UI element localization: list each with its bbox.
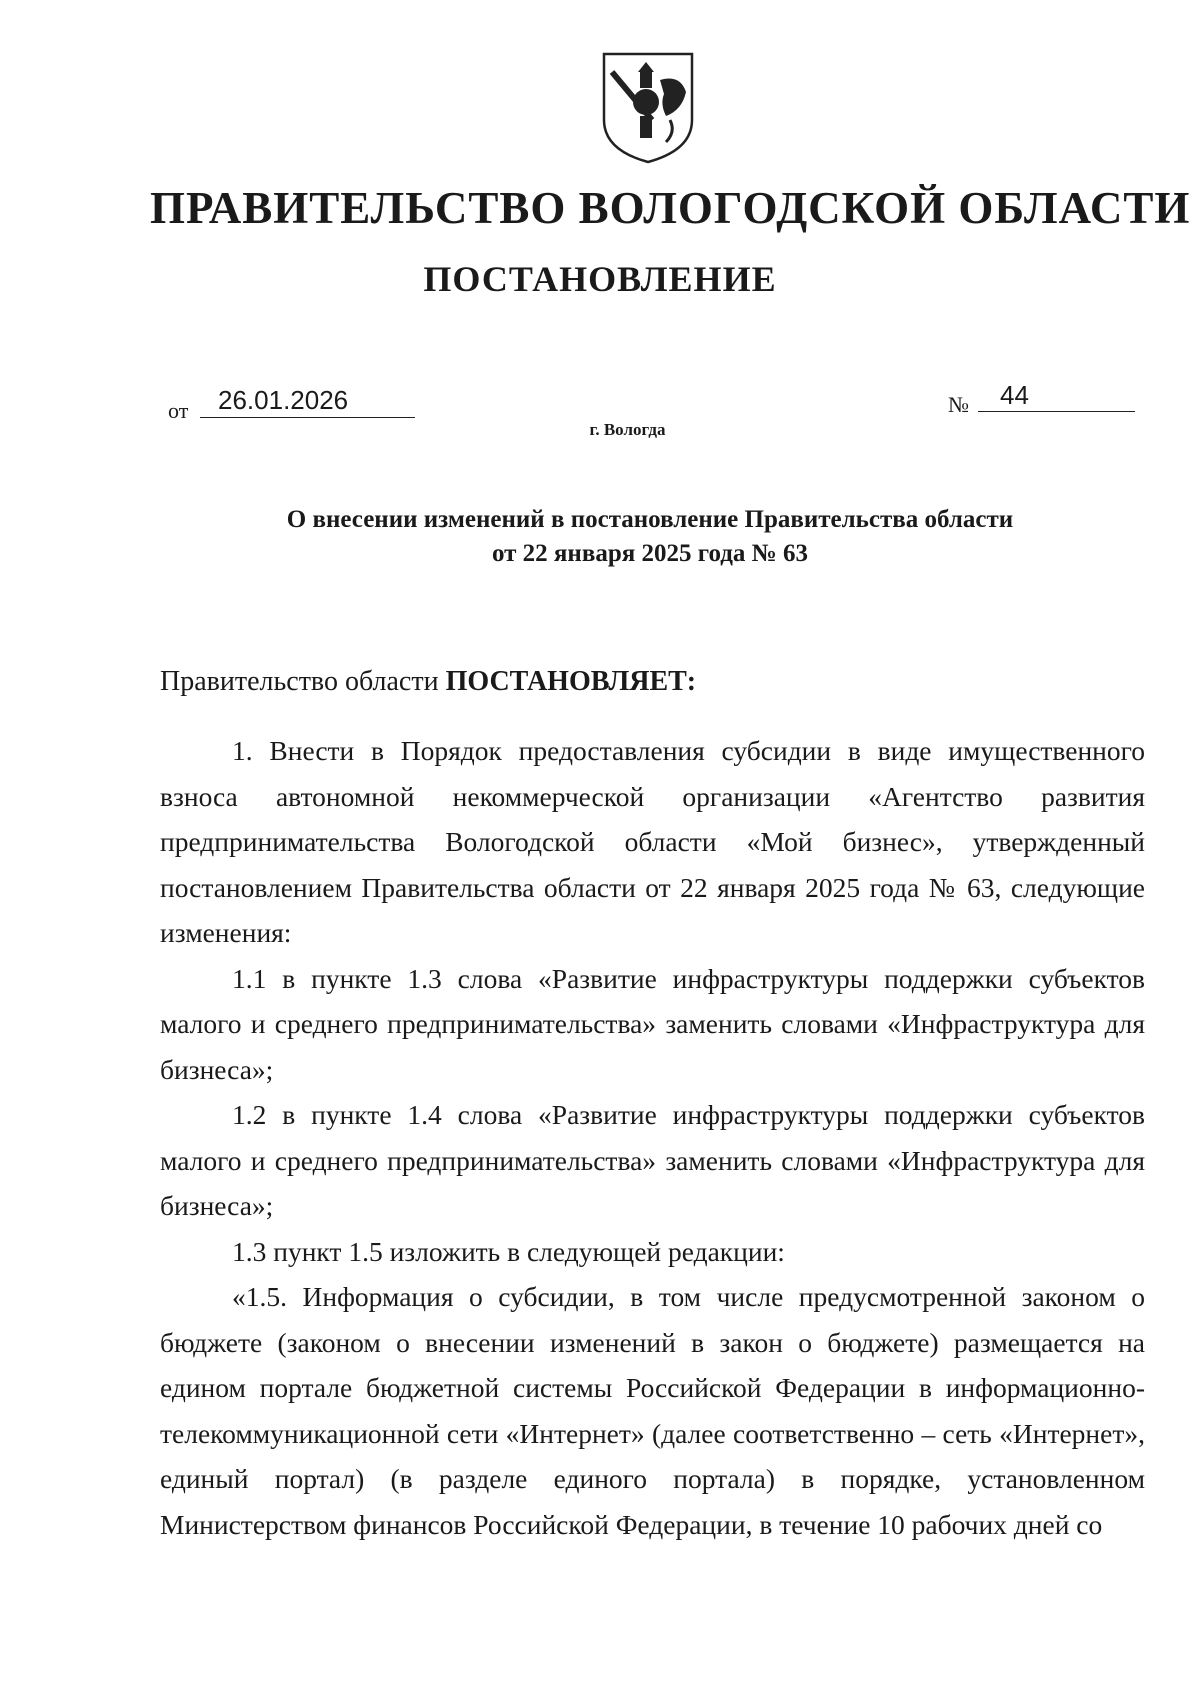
- number-label: №: [948, 392, 969, 417]
- government-title: ПРАВИТЕЛЬСТВО ВОЛОГОДСКОЙ ОБЛАСТИ: [150, 183, 1191, 233]
- document-date: 26.01.2026: [200, 385, 415, 418]
- document-number: 44: [978, 382, 1135, 412]
- paragraph: 1.2 в пункте 1.4 слова «Развитие инфраструктуры поддержки субъектов малого и среднего предпринимательства» заменить словами «Инфраструктура для бизнеса»;: [160, 1099, 1145, 1221]
- date-label: от: [168, 398, 189, 423]
- subject-line-2: от 22 января 2025 года № 63: [491, 540, 809, 567]
- intro-prefix: Правительство области: [160, 666, 446, 697]
- subject-line-1: О внесении изменений в постановление Правительства области: [286, 506, 1014, 533]
- paragraph: 1.3 пункт 1.5 изложить в следующей редакции:: [232, 1235, 785, 1267]
- paragraph: «1.5. Информация о субсидии, в том числе предусмотренной законом о бюджете (законом о внесении изменений в закон о бюджете) размещается на едином портале бюджетной системы Российской Федерации в информационно-телекоммуникационной сети «Интернет» (далее соответственно – сеть «Интернет», единый портал) (в разделе единого портала) в порядке, установленном Министерством финансов Российской Федерации, в течение 10 рабочих дней со: [160, 1281, 1145, 1540]
- paragraph: 1.1 в пункте 1.3 слова «Развитие инфраструктуры поддержки субъектов малого и среднего предпринимательства» заменить словами «Инфраструктура для бизнеса»;: [160, 962, 1145, 1085]
- paragraph: 1. Внести в Порядок предоставления субсидии в виде имущественного взноса автономной некоммерческой организации «Агентство развития предпринимательства Вологодской области «Мой бизнес», утвержденный постановлением Правительства области от 22 января 2025 года № 63, следующие изменения:: [160, 735, 1145, 948]
- resolution-intro: [160, 666, 696, 698]
- document-type: ПОСТАНОВЛЕНИЕ: [423, 259, 777, 299]
- document-body: [160, 728, 1145, 1547]
- resolves-keyword: ПОСТАНОВЛЯЕТ:: [445, 666, 697, 697]
- document-subject: [0, 503, 1200, 571]
- city-label: г. Вологда: [589, 420, 666, 439]
- vologda-oblast-coat-of-arms-icon: [600, 50, 696, 166]
